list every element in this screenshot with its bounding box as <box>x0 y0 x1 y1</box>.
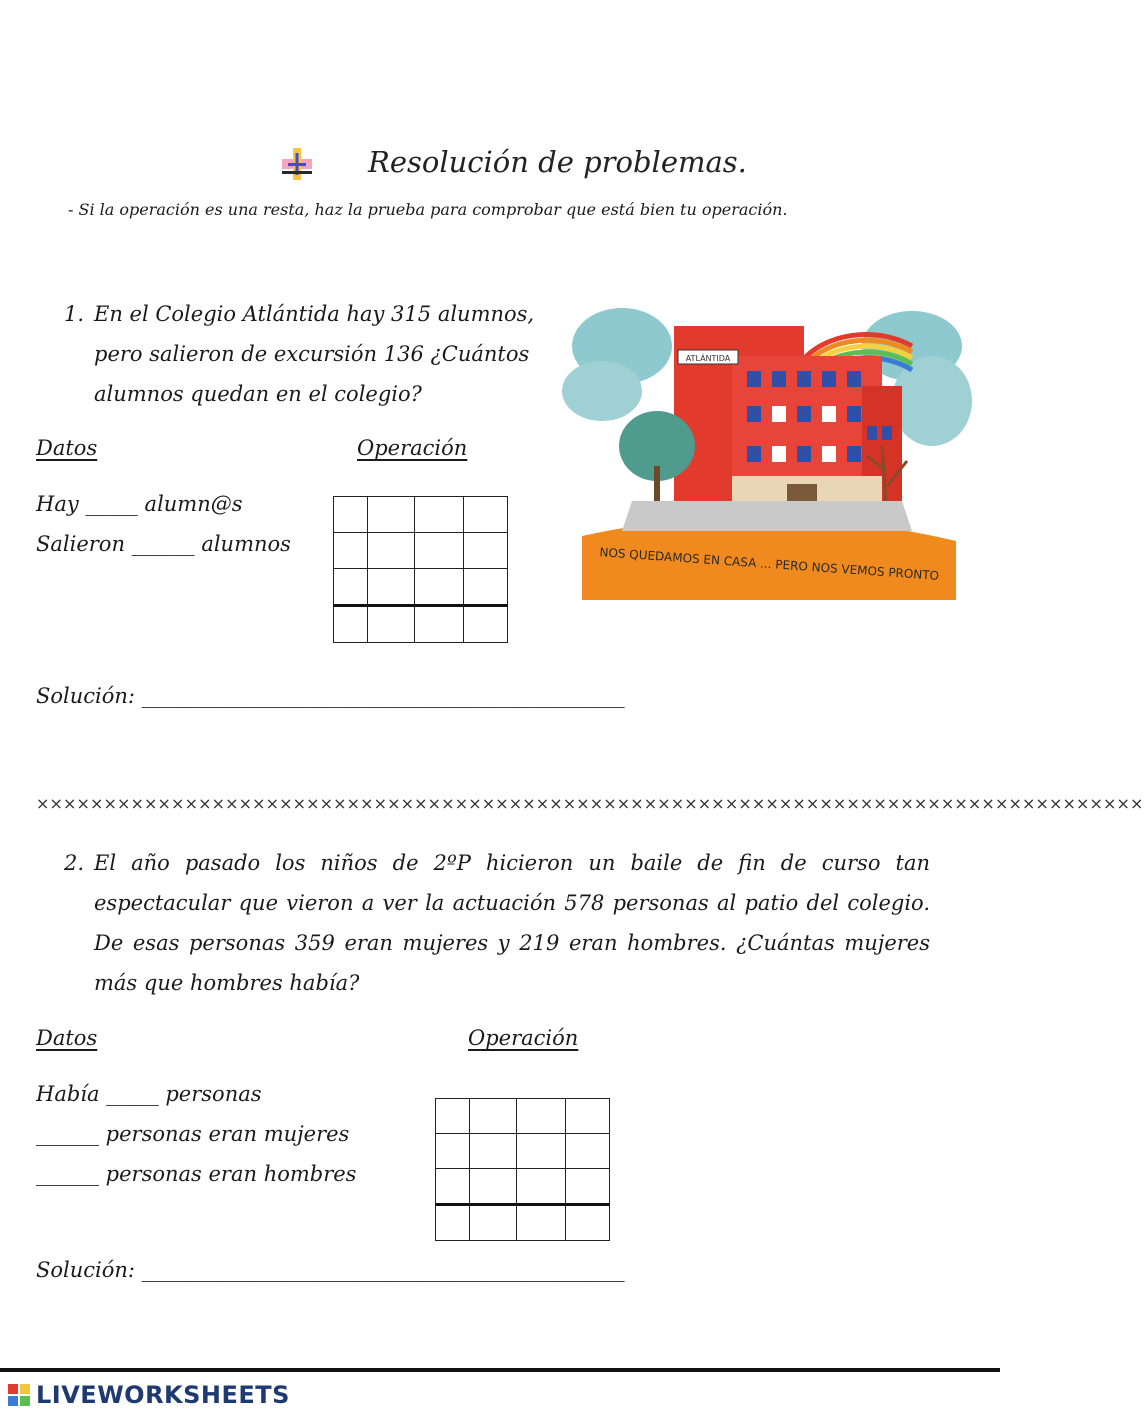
separator-line: ×××××××××××××××××××××××××××××××××××××××××××××××××××××××××××××××××××××××××××××××××× <box>36 794 1144 813</box>
grid-cell[interactable] <box>464 533 508 569</box>
grid-cell[interactable] <box>368 569 415 606</box>
grid-cell[interactable] <box>566 1099 610 1134</box>
instruction-text: - Si la operación es una resta, haz la prueba para comprobar que está bien tu operación. <box>68 200 788 219</box>
school-illustration <box>582 306 956 600</box>
grid-result-cell[interactable] <box>415 606 464 643</box>
grid-cell[interactable] <box>464 569 508 606</box>
grid-cell[interactable] <box>470 1169 517 1205</box>
grid-result-cell[interactable] <box>470 1205 517 1241</box>
problem-2-data-line-1[interactable]: Había _____ personas <box>36 1082 262 1106</box>
grid-cell[interactable] <box>334 533 368 569</box>
grid-cell[interactable] <box>368 497 415 533</box>
grid-result-cell[interactable] <box>368 606 415 643</box>
grid-cell[interactable] <box>566 1134 610 1169</box>
title-row <box>280 145 800 185</box>
grid-result-cell[interactable] <box>566 1205 610 1241</box>
grid-cell[interactable] <box>415 497 464 533</box>
problem-2-statement <box>64 843 930 1003</box>
problem-1-number: 1. <box>64 302 85 326</box>
problem-1-operation-grid <box>333 496 508 643</box>
problem-2-operation-grid <box>435 1098 610 1241</box>
grid-cell[interactable] <box>464 497 508 533</box>
grid-cell[interactable] <box>470 1099 517 1134</box>
grid-cell[interactable] <box>415 533 464 569</box>
grid-result-cell[interactable] <box>464 606 508 643</box>
grid-result-cell[interactable] <box>334 606 368 643</box>
grid-cell[interactable] <box>334 569 368 606</box>
problem-1-datos-heading: Datos <box>36 436 98 460</box>
problem-1-operacion-heading: Operación <box>357 436 468 460</box>
grid-cell[interactable] <box>368 533 415 569</box>
grid-cell[interactable] <box>517 1134 566 1169</box>
grid-cell[interactable] <box>436 1099 470 1134</box>
brand-name: LIVEWORKSHEETS <box>36 1381 290 1409</box>
grid-cell[interactable] <box>517 1169 566 1205</box>
grid-cell[interactable] <box>566 1169 610 1205</box>
grid-cell[interactable] <box>517 1099 566 1134</box>
school-sign: ATLÁNTIDA <box>685 354 731 363</box>
page-title: Resolución de problemas. <box>368 145 747 179</box>
footer-divider <box>0 1368 1000 1372</box>
problem-2-text: El año pasado los niños de 2ºP hicieron un baile de fin de curso tan espectacular que vieron a ver la actuación 578 personas al patio del colegio. De esas personas 359 eran mujeres y 219 eran hombres. ¿Cuántas mujeres más que hombres había? <box>94 851 930 995</box>
problem-2-operacion-heading: Operación <box>468 1026 579 1050</box>
problem-1-data-line-2[interactable]: Salieron ______ alumnos <box>36 532 291 556</box>
problem-2-data-line-2[interactable]: ______ personas eran mujeres <box>36 1122 350 1146</box>
grid-result-cell[interactable] <box>517 1205 566 1241</box>
problem-1-statement <box>64 294 574 414</box>
grid-result-cell[interactable] <box>436 1205 470 1241</box>
grid-cell[interactable] <box>415 569 464 606</box>
grid-cell[interactable] <box>436 1169 470 1205</box>
grid-cell[interactable] <box>436 1134 470 1169</box>
illustration-banner: NOS QUEDAMOS EN CASA ... PERO NOS VEMOS PRONTO <box>599 545 940 583</box>
problem-2-datos-heading: Datos <box>36 1026 98 1050</box>
grid-cell[interactable] <box>334 497 368 533</box>
problem-1-text: En el Colegio Atlántida hay 315 alumnos, pero salieron de excursión 136 ¿Cuántos alumnos quedan en el colegio? <box>94 302 535 406</box>
problem-2-data-line-3[interactable]: ______ personas eran hombres <box>36 1162 357 1186</box>
problem-2-number: 2. <box>64 851 85 875</box>
problem-1-solution-line[interactable]: Solución: ______________________________________________ <box>36 684 625 708</box>
math-symbols-icon <box>280 147 314 181</box>
liveworksheets-brand[interactable] <box>8 1380 290 1410</box>
liveworksheets-logo-icon <box>8 1384 30 1406</box>
grid-cell[interactable] <box>470 1134 517 1169</box>
problem-2-solution-line[interactable]: Solución: ______________________________________________ <box>36 1258 625 1282</box>
problem-1-data-line-1[interactable]: Hay _____ alumn@s <box>36 492 243 516</box>
